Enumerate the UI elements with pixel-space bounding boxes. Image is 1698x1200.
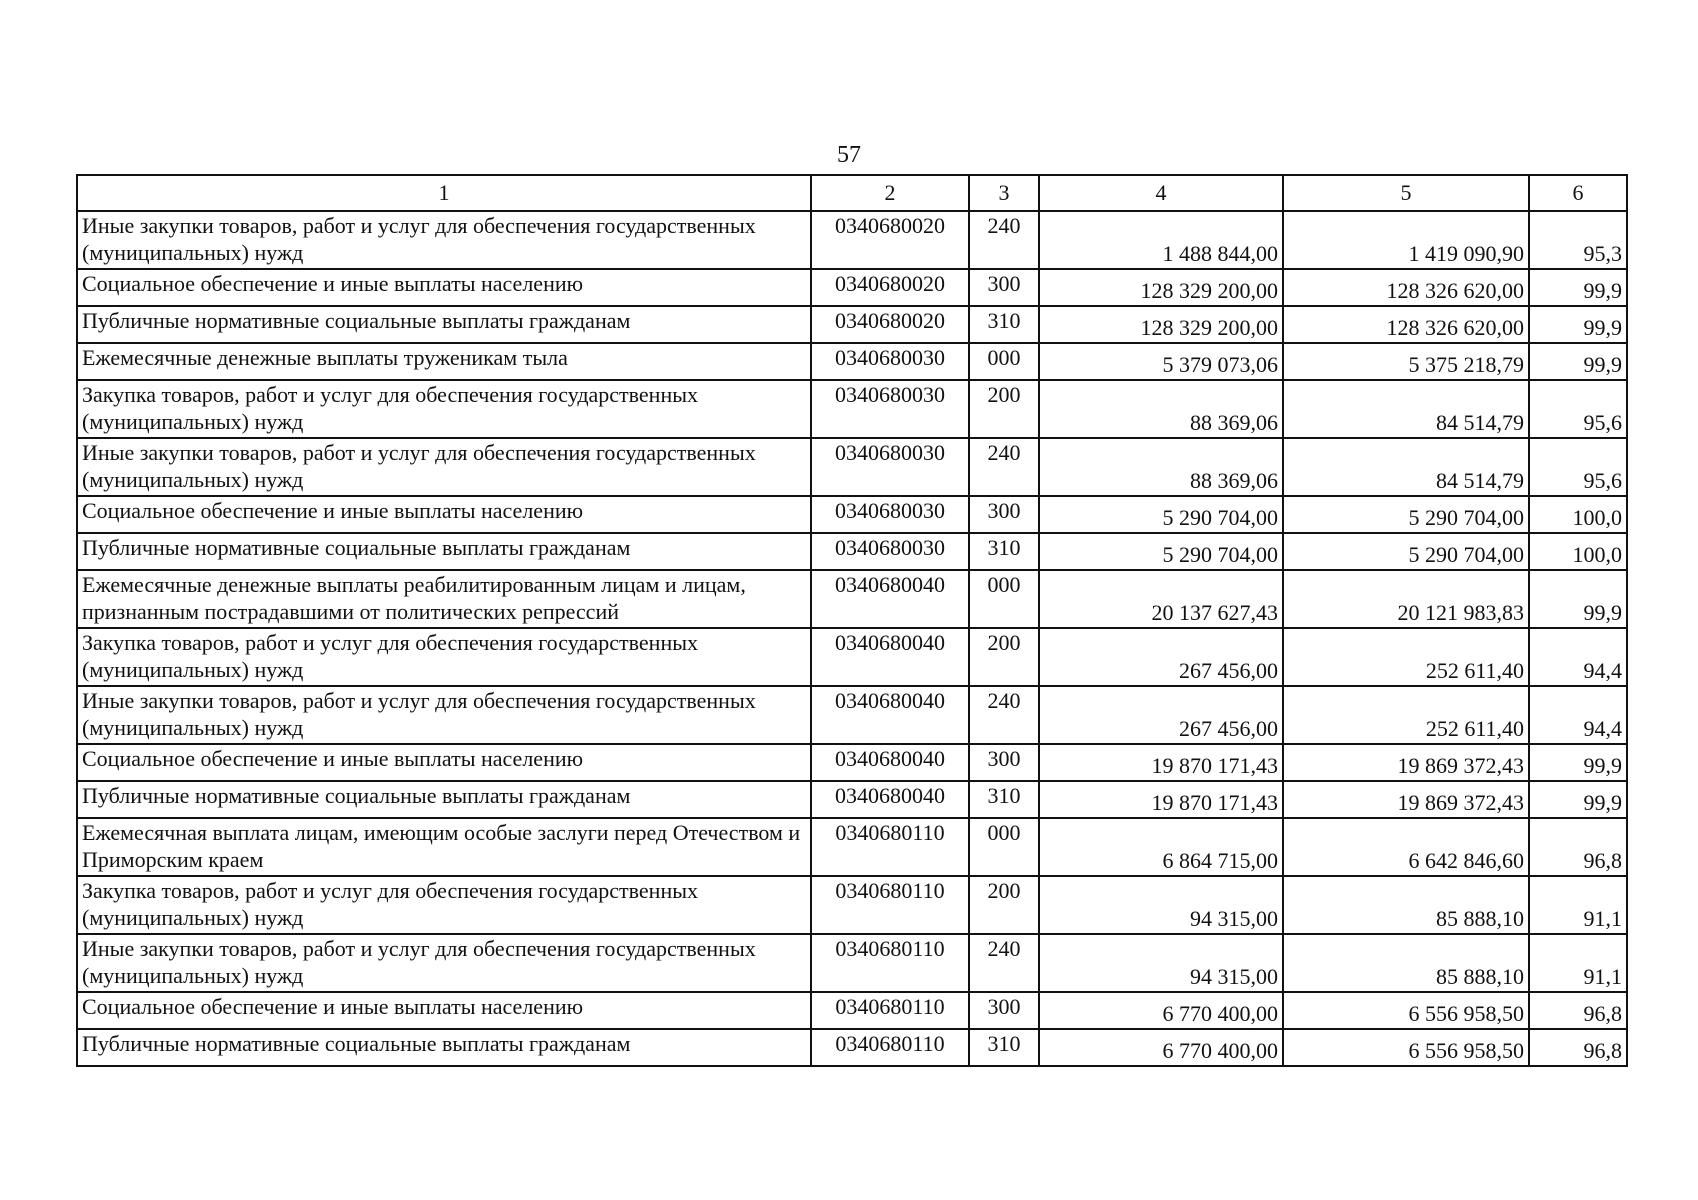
row-target-code: 0340680040 [811,686,969,744]
row-execution-percent: 96,8 [1529,818,1627,876]
table-row [77,570,1627,628]
row-planned-amount: 20 137 627,43 [1039,570,1283,628]
row-planned-amount: 267 456,00 [1039,628,1283,686]
row-name: Публичные нормативные социальные выплаты гражданам [77,781,811,818]
table-row [77,686,1627,744]
row-name: Публичные нормативные социальные выплаты гражданам [77,1029,811,1066]
row-name: Социальное обеспечение и иные выплаты населению [77,496,811,533]
row-execution-percent: 94,4 [1529,686,1627,744]
row-planned-amount: 5 290 704,00 [1039,533,1283,570]
row-planned-amount: 1 488 844,00 [1039,211,1283,269]
row-expense-type: 000 [969,818,1039,876]
row-name: Социальное обеспечение и иные выплаты населению [77,744,811,781]
table-row [77,269,1627,306]
row-name: Закупка товаров, работ и услуг для обеспечения государственных (муниципальных) нужд [77,628,811,686]
row-executed-amount: 5 375 218,79 [1283,343,1529,380]
row-target-code: 0340680110 [811,934,969,992]
table-row [77,496,1627,533]
row-expense-type: 310 [969,1029,1039,1066]
row-target-code: 0340680020 [811,269,969,306]
row-name: Публичные нормативные социальные выплаты гражданам [77,306,811,343]
row-name: Закупка товаров, работ и услуг для обеспечения государственных (муниципальных) нужд [77,876,811,934]
row-target-code: 0340680020 [811,211,969,269]
row-expense-type: 240 [969,438,1039,496]
row-target-code: 0340680030 [811,496,969,533]
row-name: Закупка товаров, работ и услуг для обеспечения государственных (муниципальных) нужд [77,380,811,438]
row-planned-amount: 19 870 171,43 [1039,781,1283,818]
table-row [77,1029,1627,1066]
row-name: Ежемесячная выплата лицам, имеющим особые заслуги перед Отечеством и Приморским краем [77,818,811,876]
row-planned-amount: 6 864 715,00 [1039,818,1283,876]
row-name: Публичные нормативные социальные выплаты гражданам [77,533,811,570]
row-target-code: 0340680110 [811,992,969,1029]
row-planned-amount: 5 379 073,06 [1039,343,1283,380]
row-target-code: 0340680110 [811,1029,969,1066]
row-expense-type: 240 [969,934,1039,992]
column-header: 5 [1283,175,1529,211]
budget-table [76,174,1628,1067]
row-execution-percent: 94,4 [1529,628,1627,686]
table-body [77,211,1627,1066]
row-expense-type: 300 [969,496,1039,533]
row-planned-amount: 6 770 400,00 [1039,1029,1283,1066]
row-name: Иные закупки товаров, работ и услуг для обеспечения государственных (муниципальных) нужд [77,934,811,992]
row-executed-amount: 252 611,40 [1283,686,1529,744]
header-row [77,175,1627,211]
row-execution-percent: 96,8 [1529,992,1627,1029]
column-header: 4 [1039,175,1283,211]
row-expense-type: 200 [969,876,1039,934]
row-executed-amount: 19 869 372,43 [1283,781,1529,818]
column-header: 6 [1529,175,1627,211]
row-target-code: 0340680020 [811,306,969,343]
row-execution-percent: 95,6 [1529,380,1627,438]
row-execution-percent: 95,6 [1529,438,1627,496]
row-execution-percent: 91,1 [1529,876,1627,934]
row-execution-percent: 99,9 [1529,744,1627,781]
row-name: Иные закупки товаров, работ и услуг для обеспечения государственных (муниципальных) нужд [77,438,811,496]
row-planned-amount: 94 315,00 [1039,934,1283,992]
table-row [77,876,1627,934]
row-executed-amount: 1 419 090,90 [1283,211,1529,269]
row-target-code: 0340680040 [811,744,969,781]
table-row [77,306,1627,343]
row-planned-amount: 94 315,00 [1039,876,1283,934]
row-execution-percent: 100,0 [1529,496,1627,533]
row-planned-amount: 19 870 171,43 [1039,744,1283,781]
row-execution-percent: 95,3 [1529,211,1627,269]
row-executed-amount: 252 611,40 [1283,628,1529,686]
row-planned-amount: 267 456,00 [1039,686,1283,744]
row-executed-amount: 19 869 372,43 [1283,744,1529,781]
table-row [77,781,1627,818]
table-row [77,343,1627,380]
row-name: Ежемесячные денежные выплаты реабилитированным лицам и лицам, признанным пострадавшими от политических репрессий [77,570,811,628]
table-row [77,628,1627,686]
row-executed-amount: 128 326 620,00 [1283,269,1529,306]
row-expense-type: 200 [969,628,1039,686]
row-target-code: 0340680030 [811,438,969,496]
row-planned-amount: 88 369,06 [1039,438,1283,496]
row-target-code: 0340680030 [811,380,969,438]
row-expense-type: 310 [969,306,1039,343]
row-name: Социальное обеспечение и иные выплаты населению [77,992,811,1029]
row-name: Социальное обеспечение и иные выплаты населению [77,269,811,306]
row-executed-amount: 20 121 983,83 [1283,570,1529,628]
row-expense-type: 000 [969,570,1039,628]
row-name: Иные закупки товаров, работ и услуг для обеспечения государственных (муниципальных) нужд [77,686,811,744]
table-row [77,211,1627,269]
row-executed-amount: 5 290 704,00 [1283,533,1529,570]
column-header: 3 [969,175,1039,211]
table-header [77,175,1627,211]
column-header: 2 [811,175,969,211]
row-executed-amount: 84 514,79 [1283,380,1529,438]
row-executed-amount: 84 514,79 [1283,438,1529,496]
row-planned-amount: 5 290 704,00 [1039,496,1283,533]
row-target-code: 0340680110 [811,876,969,934]
row-expense-type: 300 [969,269,1039,306]
table-row [77,438,1627,496]
row-execution-percent: 99,9 [1529,343,1627,380]
row-execution-percent: 99,9 [1529,306,1627,343]
table-row [77,380,1627,438]
row-execution-percent: 99,9 [1529,781,1627,818]
row-execution-percent: 99,9 [1529,269,1627,306]
table-row [77,934,1627,992]
row-target-code: 0340680040 [811,628,969,686]
row-name: Иные закупки товаров, работ и услуг для обеспечения государственных (муниципальных) нужд [77,211,811,269]
row-execution-percent: 91,1 [1529,934,1627,992]
table-row [77,744,1627,781]
table-row [77,992,1627,1029]
row-target-code: 0340680030 [811,343,969,380]
table-row [77,818,1627,876]
row-executed-amount: 5 290 704,00 [1283,496,1529,533]
row-expense-type: 310 [969,781,1039,818]
row-planned-amount: 6 770 400,00 [1039,992,1283,1029]
row-executed-amount: 85 888,10 [1283,876,1529,934]
row-executed-amount: 128 326 620,00 [1283,306,1529,343]
row-expense-type: 300 [969,992,1039,1029]
page-number: 57 [837,142,861,168]
row-executed-amount: 6 642 846,60 [1283,818,1529,876]
row-expense-type: 300 [969,744,1039,781]
row-expense-type: 240 [969,686,1039,744]
row-execution-percent: 100,0 [1529,533,1627,570]
row-planned-amount: 128 329 200,00 [1039,306,1283,343]
row-target-code: 0340680040 [811,781,969,818]
row-expense-type: 240 [969,211,1039,269]
row-target-code: 0340680040 [811,570,969,628]
row-target-code: 0340680110 [811,818,969,876]
row-expense-type: 000 [969,343,1039,380]
column-header: 1 [77,175,811,211]
row-planned-amount: 88 369,06 [1039,380,1283,438]
row-name: Ежемесячные денежные выплаты труженикам тыла [77,343,811,380]
row-executed-amount: 6 556 958,50 [1283,1029,1529,1066]
row-execution-percent: 99,9 [1529,570,1627,628]
row-expense-type: 310 [969,533,1039,570]
table-row [77,533,1627,570]
row-executed-amount: 85 888,10 [1283,934,1529,992]
row-target-code: 0340680030 [811,533,969,570]
row-executed-amount: 6 556 958,50 [1283,992,1529,1029]
row-execution-percent: 96,8 [1529,1029,1627,1066]
row-planned-amount: 128 329 200,00 [1039,269,1283,306]
row-expense-type: 200 [969,380,1039,438]
